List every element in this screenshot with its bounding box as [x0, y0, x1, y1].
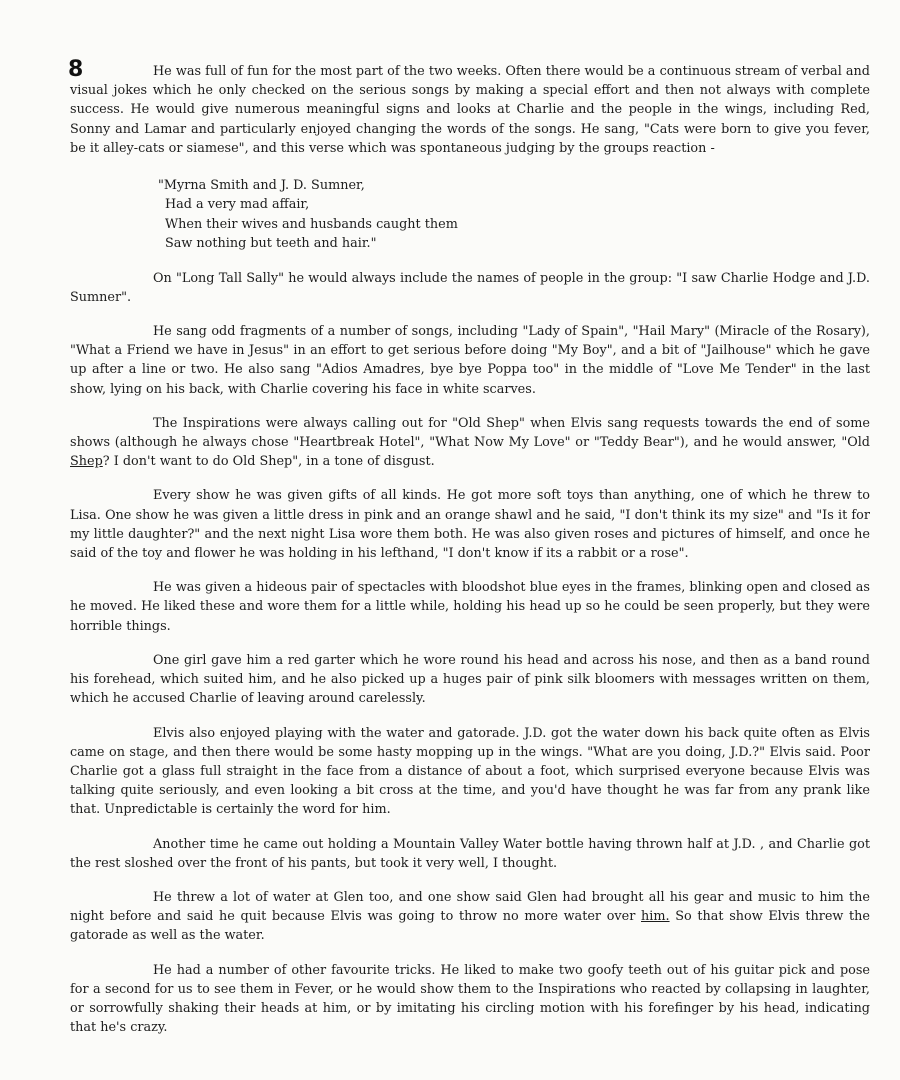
paragraph-favourite-tricks: He had a number of other favourite tricks. He liked to make two goofy teeth out of his guitar pick and pose for a second for us to see them in Fever, or he would show them to the Inspirations who reacted by collapsing in laughter, or sorrowfully shaking their heads at him, or by imitating his circling motion with his forefinger by his head, indicating that he's crazy. [70, 962, 870, 1036]
text-run: He threw a lot of water at Glen too, and one show said Glen had brought all his gear and music to him the night before and said he quit because Elvis was going to throw no more water over [70, 889, 870, 925]
paragraph-spectacles: He was given a hideous pair of spectacles with bloodshot blue eyes in the frames, blinking open and closed as he moved. He liked these and wore them for a little while, holding his head up so he could be seen properly, but they were horrible things. [70, 580, 870, 634]
paragraph-water-gatorade: Elvis also enjoyed playing with the water and gatorade. J.D. got the water down his back quite often as Elvis came on stage, and then there would be some hasty mopping up in the wings. "What are you doing, J.D.?" Elvis said. Poor Charlie got a glass full straight in the face from a distance of about a foot, which surprised everyone because Elvis was talking quite seriously, and even looking a bit cross at the time, and you'd have thought he was far from any prank like that. Unpredictable is certainly the word for him. [70, 725, 870, 818]
paragraph-gifts: Every show he was given gifts of all kinds. He got more soft toys than anything, one of which he threw to Lisa. One show he was given a little dress in pink and an orange shawl and he said, "I don't think its my size" and "Is it for my little daughter?" and the next night Lisa wore them both. He was also given roses and pictures of himself, and once he said of the toy and flower he was holding in his lefthand, "I don't know if its a rabbit or a rose". [70, 488, 870, 562]
verse-line: When their wives and husbands caught them [165, 216, 458, 232]
paragraph-old-shep [70, 414, 870, 472]
verse-block [158, 176, 870, 254]
verse-line: Had a very mad affair, [165, 197, 310, 213]
paragraph-red-garter: One girl gave him a red garter which he wore round his head and across his nose, and then as a band round his forehead, which suited him, and he also picked up a huges pair of pink silk bloomers with messages written on them, which he accused Charlie of leaving around carelessly. [70, 652, 870, 707]
verse-line: Saw nothing but teeth and hair." [165, 236, 377, 252]
text-run: So that show Elvis threw the gatorade as well as the water. [70, 909, 871, 944]
text-run: The Inspirations were always calling out for "Old Shep" when Elvis sang requests towards the end of some shows (although he always chose "Heartbreak Hotel", "What Now My Love" or "Teddy Bear"), and he would answer, "Old [70, 415, 870, 451]
paragraph-long-tall-sally: On "Long Tall Sally" he would always include the names of people in the group: "I saw Charlie Hodge and J.D. Sumner". [70, 270, 870, 305]
document-body [70, 62, 870, 1052]
page-number: 8 [68, 57, 84, 82]
text-run: ? I don't want to do Old Shep", in a tone of disgust. [102, 454, 435, 470]
verse-line: "Myrna Smith and J. D. Sumner, [158, 178, 365, 194]
paragraph-odd-fragments: He sang odd fragments of a number of songs, including "Lady of Spain", "Hail Mary" (Miracle of the Rosary), "What a Friend we have in Jesus" in an effort to get serious before doing "My Boy", and a bit of "Jailhouse" which he gave up after a line or two. He also sang "Adios Amadres, bye bye Poppa too" in the middle of "Love Me Tender" in the last show, lying on his back, with Charlie covering his face in white scarves. [70, 324, 870, 397]
paragraph-fun-two-weeks: He was full of fun for the most part of the two weeks. Often there would be a continuous stream of verbal and visual jokes which he only checked on the serious songs by making a special effort and then not always with complete success. He would give numerous meaningful signs and looks at Charlie and the people in the wings, including Red, Sonny and Lamar and particularly enjoyed changing the words of the songs. He sang, "Cats were born to give you fever, be it alley-cats or siamese", and this verse which was spontaneous judging by the groups reaction - [70, 64, 870, 156]
paragraph-mountain-valley: Another time he came out holding a Mountain Valley Water bottle having thrown half at J.D. , and Charlie got the rest sloshed over the front of his pants, but took it very well, I thought. [70, 836, 870, 871]
underlined-text: him. [641, 909, 670, 925]
paragraph-glen [70, 888, 870, 946]
underlined-text: Shep [70, 454, 103, 470]
